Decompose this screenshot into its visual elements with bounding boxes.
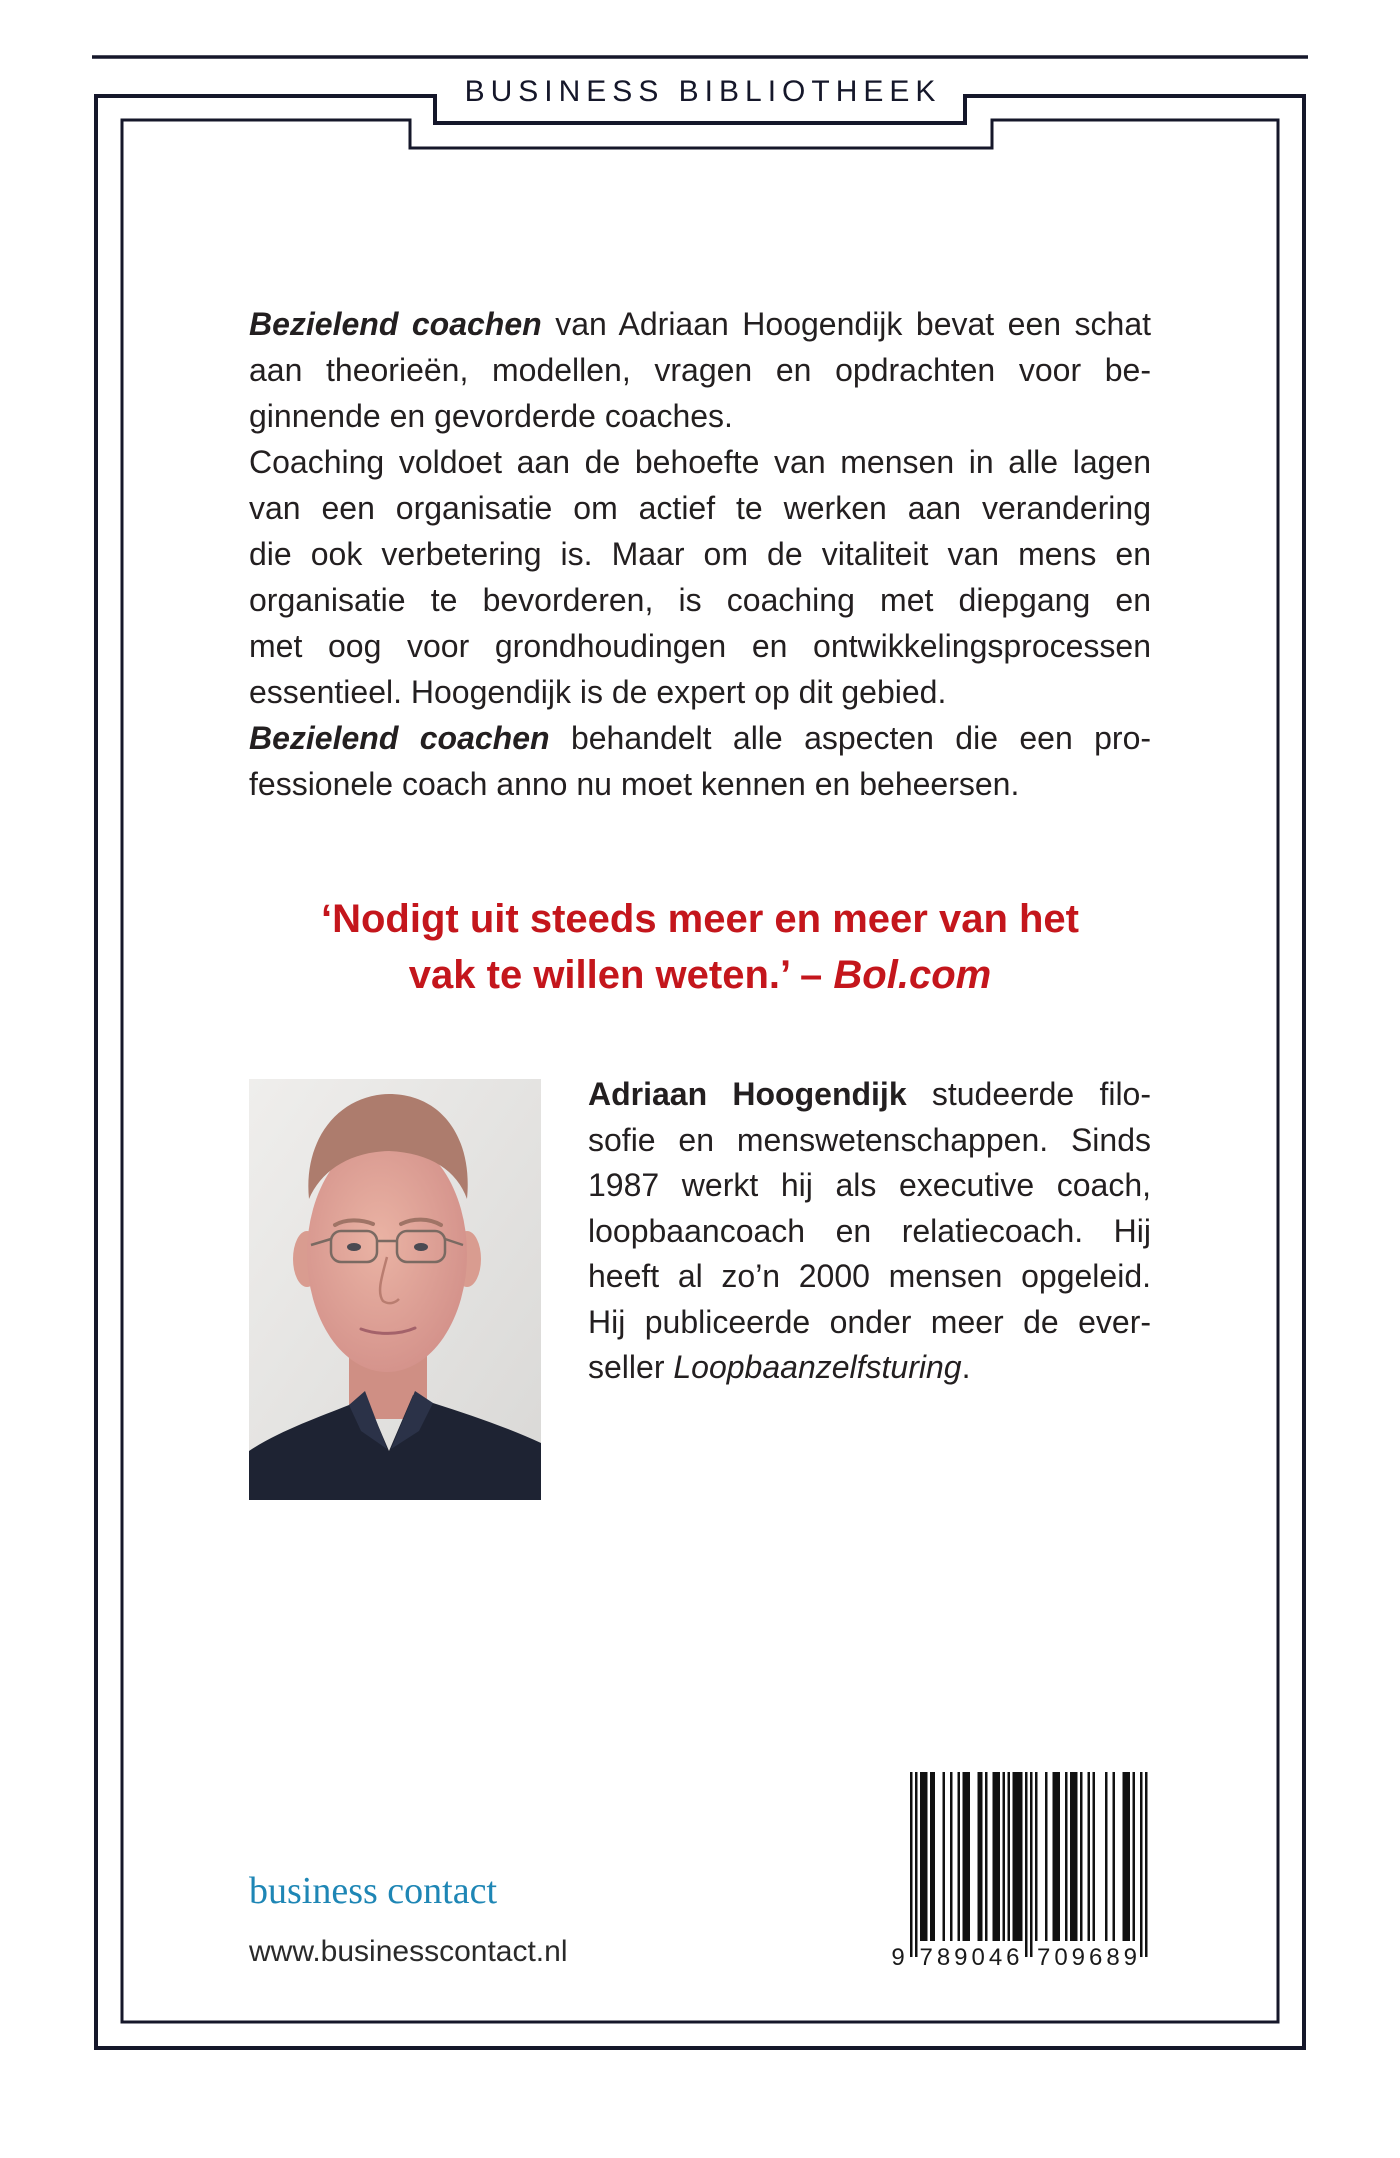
barcode-right-digits: 709689 (1037, 1944, 1137, 1970)
bio-text: studeerde filo- (931, 1076, 1151, 1112)
barcode-bar (978, 1772, 983, 1941)
left-eye (347, 1243, 361, 1251)
quote-source: Bol.com (833, 953, 992, 997)
author-name: Adriaan Hoogendijk (588, 1076, 907, 1112)
description-text: van Adriaan Hoogendijk bevat een schat (555, 306, 1152, 342)
barcode-bar (1013, 1772, 1023, 1941)
bio-text: sofie en menswetenschappen. Sinds (588, 1121, 1151, 1158)
description-text: die ook verbetering is. Maar om de vitaliteit van mens en (249, 536, 1151, 572)
review-quote (0, 891, 1400, 1003)
barcode-bar (1025, 1772, 1028, 1957)
description (249, 301, 1151, 807)
bio-line (588, 1072, 1151, 1118)
publisher-url: www.businesscontact.nl (249, 1935, 568, 1968)
barcode-bar (1003, 1772, 1006, 1941)
bio-text: Hij publiceerde onder meer de ever- (588, 1303, 1151, 1340)
barcode-bar (1045, 1772, 1048, 1941)
bio-line (588, 1254, 1151, 1300)
barcode-bar (1035, 1772, 1038, 1941)
barcode-bar (1140, 1772, 1143, 1957)
bio-line (588, 1118, 1151, 1164)
description-text: behandelt alle aspecten die een pro- (570, 720, 1152, 756)
bio-line (588, 1345, 1151, 1391)
description-text: organisatie te bevorderen, is coaching met diepgang en (249, 582, 1151, 618)
barcode-bar (958, 1772, 961, 1941)
barcode-bar (1105, 1772, 1108, 1941)
right-eye (414, 1243, 428, 1251)
barcode-bar (1145, 1772, 1148, 1957)
quote-line-1: ‘Nodigt uit steeds meer en meer van het (321, 897, 1079, 941)
barcode-first-digit: 9 (891, 1944, 905, 1970)
bio-line (588, 1300, 1151, 1346)
description-line (249, 347, 1151, 393)
barcode-bar (915, 1772, 918, 1957)
barcode-bar (1080, 1772, 1083, 1941)
bio-text: heeft al zo’n 2000 mensen opgeleid. (588, 1258, 1151, 1294)
barcode-bar (1088, 1772, 1091, 1941)
barcode-bar (1008, 1772, 1011, 1941)
barcode-bar (1113, 1772, 1116, 1941)
barcode-bar (963, 1772, 971, 1941)
barcode-bar (1065, 1772, 1068, 1941)
barcode (880, 1765, 1160, 1970)
description-text: fessionele coach anno nu moet kennen en beheersen. (249, 766, 1020, 802)
barcode-bar (1070, 1772, 1078, 1941)
description-text: van een organisatie om actief te werken aan verandering (249, 490, 1151, 526)
description-text: ginnende en gevorderde coaches. (249, 398, 733, 434)
description-text: Coaching voldoet aan de behoefte van mensen in alle lagen (249, 444, 1151, 480)
bio-line (588, 1163, 1151, 1209)
series-title: BUSINESS BIBLIOTHEEK (464, 75, 942, 108)
barcode-bar (1030, 1772, 1033, 1957)
description-line (249, 393, 1151, 439)
bio-text: loopbaancoach en relatiecoach. Hij (588, 1212, 1151, 1249)
book-title-emphasis: Bezielend coachen (249, 720, 550, 756)
bio-text: . (961, 1349, 971, 1385)
barcode-bar (950, 1772, 953, 1941)
description-line (249, 669, 1151, 715)
description-text: aan theorieën, modellen, vragen en opdrachten voor be- (249, 352, 1151, 388)
description-text: met oog voor grondhoudingen en ontwikkelingsprocessen (249, 628, 1151, 664)
description-line (249, 761, 1151, 807)
barcode-bar (1053, 1772, 1061, 1941)
publisher-logo: business contact (249, 1870, 498, 1912)
bio-text: 1987 werkt hij als executive coach, (588, 1167, 1151, 1203)
description-line (249, 439, 1151, 485)
barcode-bar (920, 1772, 928, 1941)
description-text: essentieel. Hoogendijk is de expert op dit gebied. (249, 674, 947, 710)
barcode-bar (1133, 1772, 1136, 1941)
barcode-left-digits: 789046 (919, 1944, 1020, 1970)
barcode-bar (993, 1772, 1001, 1941)
barcode-bar (1123, 1772, 1131, 1941)
bio-text: seller (588, 1349, 665, 1385)
barcode-bar (930, 1772, 935, 1941)
description-line (249, 531, 1151, 577)
barcode-bar (943, 1772, 946, 1941)
description-line (249, 715, 1151, 761)
other-book-title: Loopbaanzelfsturing (673, 1349, 962, 1385)
bio-line (588, 1209, 1151, 1255)
book-title-emphasis: Bezielend coachen (249, 306, 542, 342)
author-photo (249, 1079, 541, 1500)
author-bio (588, 1072, 1151, 1391)
barcode-bar (910, 1772, 913, 1957)
quote-line-2 (0, 947, 1400, 1003)
barcode-bar (985, 1772, 988, 1941)
quote-text: vak te willen weten.’ – (408, 953, 823, 997)
barcode-bars (910, 1772, 1148, 1957)
description-line (249, 485, 1151, 531)
description-line (249, 301, 1151, 347)
description-line (249, 577, 1151, 623)
barcode-bar (1093, 1772, 1096, 1941)
description-line (249, 623, 1151, 669)
